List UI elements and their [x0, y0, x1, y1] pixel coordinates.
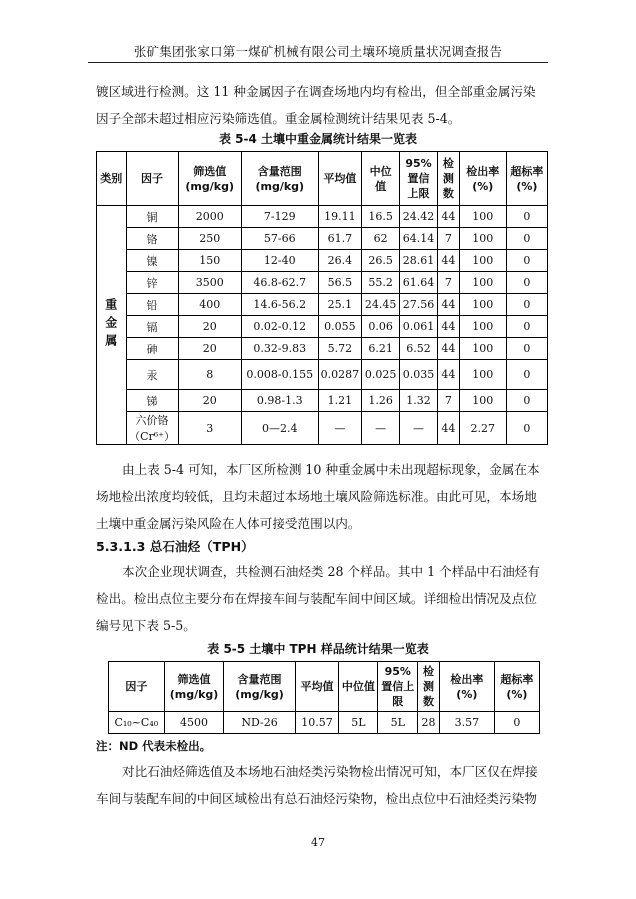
table1-cell: 2.27: [459, 412, 506, 445]
table1-cell: 6.21: [362, 338, 400, 360]
table1-cell: 0.055: [318, 316, 362, 338]
table1-cell: 100: [459, 250, 506, 272]
table1-cell: 0: [506, 206, 547, 228]
table2-header-cell: 检测数: [418, 662, 440, 712]
table1-cell: 0: [506, 228, 547, 250]
paragraph-middle-text: 由上表 5-4 可知，本厂区所检测 10 种重金属中未出现超标现象，金属在本场地检出浓度均较低，且均未超过本场地土壤风险筛选标准。由此可见，本场地土壤中重金属污染风险在人体可接受范围以内。: [96, 462, 540, 531]
table2-header-cell: 95%置信上限: [378, 662, 418, 712]
table2-header-cell: 含量范围(mg/kg): [224, 662, 295, 712]
table1-cell: 锌: [126, 272, 178, 294]
table1-cell: 0.02-0.12: [241, 316, 318, 338]
table1-data-row: [97, 294, 548, 316]
table1-header-cell: 平均值: [318, 152, 362, 206]
table1-cell: 100: [459, 228, 506, 250]
paragraph-tph-text: 本次企业现状调查，共检测石油烃类 28 个样品。其中 1 个样品中石油烃有检出。检出点位主要分布在焊接车间与装配车间中间区域。详细检出情况及点位编号见下表 5-5。: [96, 564, 540, 633]
table1-cell: 8: [178, 360, 241, 390]
table1-cell: 0.035: [400, 360, 438, 390]
table2-header-cell: 超标率(%): [494, 662, 539, 712]
table1-cell: 100: [459, 390, 506, 412]
table1-cell: 1.32: [400, 390, 438, 412]
table2-cell: 3.57: [439, 712, 494, 734]
table1-cell: 24.42: [400, 206, 438, 228]
table1-cell: 0: [506, 412, 547, 445]
table1-cell: 100: [459, 360, 506, 390]
table1-cell: —: [318, 412, 362, 445]
table1-cell: 0: [506, 294, 547, 316]
table1-cell: 20: [178, 316, 241, 338]
table1-data-row: [97, 390, 548, 412]
table1-header-cell: 中位值: [362, 152, 400, 206]
table1-cell: 19.11: [318, 206, 362, 228]
table1-data-row: [97, 412, 548, 445]
table-note: 注：ND 代表未检出。: [96, 739, 212, 753]
table2-header-cell: 因子: [109, 662, 165, 712]
table1-cell: 44: [437, 294, 459, 316]
table2-cell: 4500: [164, 712, 224, 734]
table1-header-cell: 检出率(%): [459, 152, 506, 206]
table1-cell: 61.64: [400, 272, 438, 294]
table1-cell: 55.2: [362, 272, 400, 294]
table1-header-cell: 筛选值(mg/kg): [178, 152, 241, 206]
table1-cell: 铅: [126, 294, 178, 316]
table1-cell: 100: [459, 294, 506, 316]
table2-header-cell: 检出率(%): [439, 662, 494, 712]
table1-cell: 2000: [178, 206, 241, 228]
table2-header-cell: 平均值: [295, 662, 339, 712]
table1-cell: 100: [459, 206, 506, 228]
table2-caption: 表 5-5 土壤中 TPH 样品统计结果一览表: [207, 642, 429, 656]
table1-cell: 0.008-0.155: [241, 360, 318, 390]
table1-cell: 1.26: [362, 390, 400, 412]
table1-cell: 镉: [126, 316, 178, 338]
table1-cell: 0.061: [400, 316, 438, 338]
table1-cell: 0: [506, 250, 547, 272]
paragraph-middle: [96, 456, 548, 537]
table1-cell: 0: [506, 316, 547, 338]
section-title: 5.3.1.3 总石油烃（TPH）: [96, 539, 254, 554]
table1-cell: 25.1: [318, 294, 362, 316]
table1-cell: 100: [459, 338, 506, 360]
table1-cell: 1.21: [318, 390, 362, 412]
table1-header-cell: 类别: [97, 152, 127, 206]
table2-cell: 5L: [339, 712, 378, 734]
table1-header-row: [97, 152, 548, 206]
table1-cell: —: [362, 412, 400, 445]
table1-cell: 14.6-56.2: [241, 294, 318, 316]
table1-cell: 0.025: [362, 360, 400, 390]
table1-cell: 100: [459, 272, 506, 294]
table1-cell: 7: [437, 390, 459, 412]
table1-cell: 六价铬（Cr⁶⁺）: [126, 412, 178, 445]
paragraph-tph: [96, 558, 548, 639]
table1-cell: 61.7: [318, 228, 362, 250]
table1-header-cell: 检测数: [437, 152, 459, 206]
table1-cell: 26.4: [318, 250, 362, 272]
table1-data-row: [97, 272, 548, 294]
table1-cell: 12-40: [241, 250, 318, 272]
table1-cell: 6.52: [400, 338, 438, 360]
table1-cell: 0: [506, 338, 547, 360]
table1-cell: —: [400, 412, 438, 445]
table1-cell: 46.8-62.7: [241, 272, 318, 294]
table1-cell: 铬: [126, 228, 178, 250]
table1-cell: 57-66: [241, 228, 318, 250]
table1-cell: 24.45: [362, 294, 400, 316]
table1-cell: 44: [437, 316, 459, 338]
table1-data-row: [97, 206, 548, 228]
paragraph-top: [96, 78, 548, 132]
table1-data-row: [97, 316, 548, 338]
table1-cell: 3500: [178, 272, 241, 294]
table1-cell: 7: [437, 228, 459, 250]
table1-cell: 250: [178, 228, 241, 250]
table2-header-cell: 中位值: [339, 662, 378, 712]
table1-cell: 砷: [126, 338, 178, 360]
table1-cell: 100: [459, 316, 506, 338]
header-divider: [88, 62, 548, 63]
table2-cell: 28: [418, 712, 440, 734]
table1-cell: 20: [178, 338, 241, 360]
table1-cell: 44: [437, 206, 459, 228]
table2-header-cell: 筛选值(mg/kg): [164, 662, 224, 712]
table1-cell: 0—2.4: [241, 412, 318, 445]
table2-cell: ND-26: [224, 712, 295, 734]
table1-cell: 铜: [126, 206, 178, 228]
table1-cell: 56.5: [318, 272, 362, 294]
table2-data-row: [109, 712, 540, 734]
table1-cell: 44: [437, 412, 459, 445]
table1-cell: 28.61: [400, 250, 438, 272]
page-number: 47: [311, 836, 325, 849]
table1-data-row: [97, 360, 548, 390]
table1-cell: 0.06: [362, 316, 400, 338]
table1-cell: 0: [506, 272, 547, 294]
table1-cell: 0: [506, 390, 547, 412]
table1-cell: 27.56: [400, 294, 438, 316]
table1-cell: 0.98-1.3: [241, 390, 318, 412]
table1-category-cell: 重金属: [97, 206, 127, 445]
header-title: 张矿集团张家口第一煤矿机械有限公司土壤环境质量状况调查报告: [133, 44, 503, 59]
table2-cell: 0: [494, 712, 539, 734]
table1-cell: 0.32-9.83: [241, 338, 318, 360]
paragraph-top-text: 镀区域进行检测。这 11 种金属因子在调查场地内均有检出，但全部重金属污染因子全部未超过相应污染筛选值。重金属检测统计结果见表 5-4。: [96, 84, 536, 126]
table1-cell: 44: [437, 360, 459, 390]
table1-cell: 0.0287: [318, 360, 362, 390]
table2-header-row: [109, 662, 540, 712]
table1-data-row: [97, 228, 548, 250]
table1-cell: 44: [437, 338, 459, 360]
table2-cell: 10.57: [295, 712, 339, 734]
table1-cell: 镍: [126, 250, 178, 272]
table1-cell: 26.5: [362, 250, 400, 272]
table1-cell: 0: [506, 360, 547, 390]
table1-cell: 20: [178, 390, 241, 412]
paragraph-bottom: [96, 758, 548, 812]
table1-header-cell: 95%置信上限: [400, 152, 438, 206]
table1-header-cell: 含量范围(mg/kg): [241, 152, 318, 206]
table1-cell: 3: [178, 412, 241, 445]
table1-data-row: [97, 338, 548, 360]
table1-cell: 150: [178, 250, 241, 272]
table1-cell: 64.14: [400, 228, 438, 250]
table1-cell: 锑: [126, 390, 178, 412]
table1-cell: 5.72: [318, 338, 362, 360]
table1-cell: 62: [362, 228, 400, 250]
table1-cell: 汞: [126, 360, 178, 390]
tph-table: [108, 661, 540, 734]
table1-caption: 表 5-4 土壤中重金属统计结果一览表: [218, 132, 418, 146]
table2-cell: C₁₀~C₄₀: [109, 712, 165, 734]
table1-header-cell: 超标率(%): [506, 152, 547, 206]
paragraph-bottom-text: 对比石油烃筛选值及本场地石油烃类污染物检出情况可知，本厂区仅在焊接车间与装配车间的中间区域检出有总石油烃污染物，检出点位中石油烃类污染物: [96, 764, 538, 806]
table1-cell: 400: [178, 294, 241, 316]
table1-cell: 16.5: [362, 206, 400, 228]
table1-header-cell: 因子: [126, 152, 178, 206]
table1-data-row: [97, 250, 548, 272]
table1-cell: 7: [437, 272, 459, 294]
heavy-metal-table: [96, 151, 548, 445]
table1-cell: 7-129: [241, 206, 318, 228]
table1-cell: 44: [437, 250, 459, 272]
table2-cell: 5L: [378, 712, 418, 734]
